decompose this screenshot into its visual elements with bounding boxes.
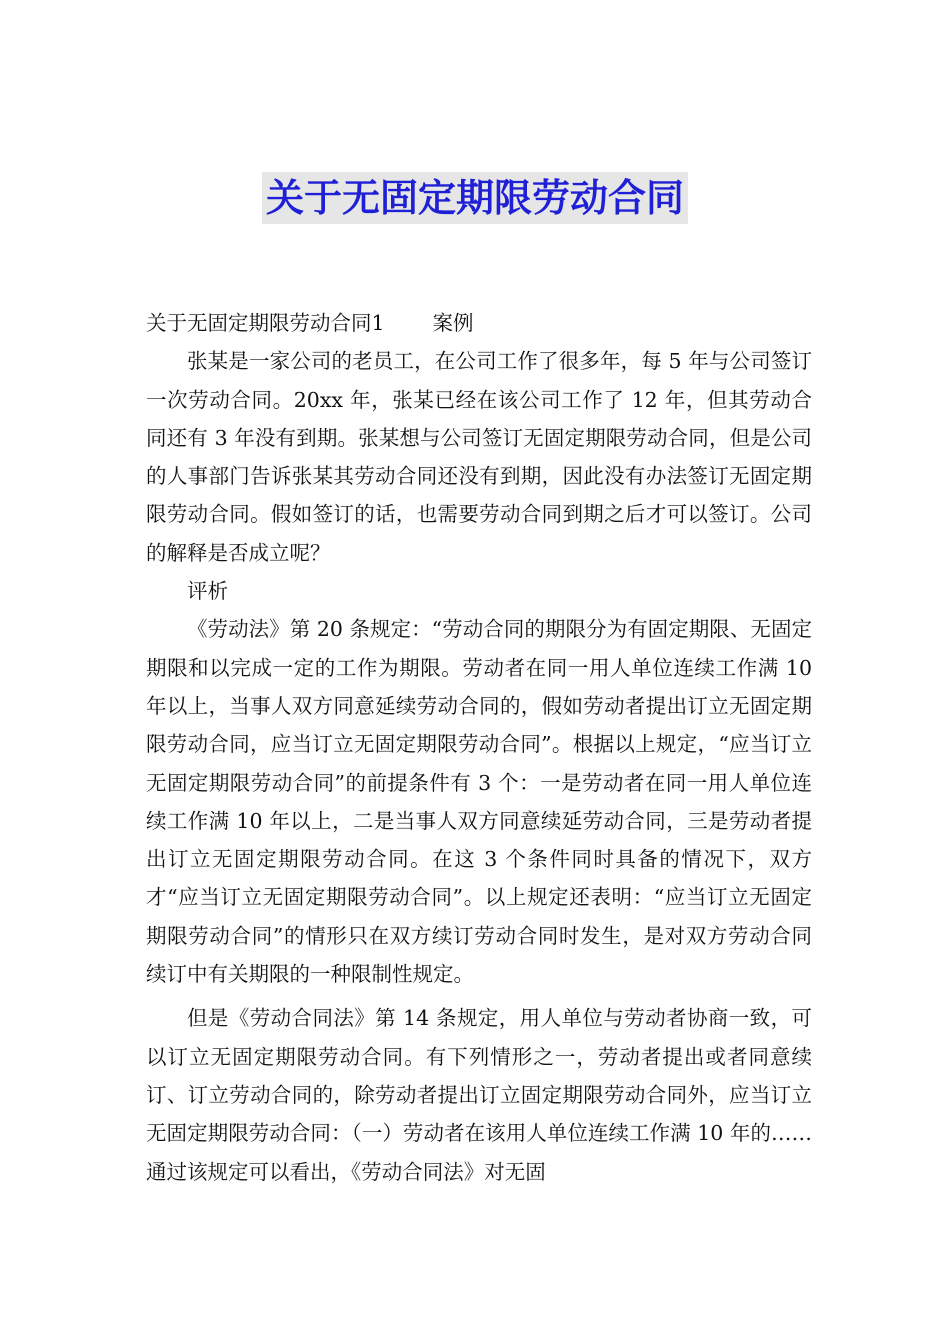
paragraph-labor-law: 《劳动法》第 20 条规定：“劳动合同的期限分为有固定期限、无固定期限和以完成一定的工作为期限。劳动者在同一用人单位连续工作满 10 年以上，当事人双方同意延续劳动合同的，假如劳动者提出订立无固定期限劳动合同，应当订立无固定期限劳动合同”。根据以上规定，“应当订立无固定期限劳动合同”的前提条件有 3 个：一是劳动者在同一用人单位连续工作满 10 年以上，二是当事人双方同意续延劳动合同，三是劳动者提出订立无固定期限劳动合同。在这 3 个条件同时具备的情况下，双方才“应当订立无固定期限劳动合同”。以上规定还表明：“应当订立无固定期限劳动合同”的情形只在双方续订劳动合同时发生，是对双方劳动合同续订中有关期限的一种限制性规定。 [146, 617, 812, 987]
section-heading [146, 304, 812, 342]
paragraph-analysis-heading: 评析 [187, 579, 228, 604]
heading-label: 关于无固定期限劳动合同1 [146, 311, 385, 335]
document-body [146, 304, 812, 1191]
title-container [0, 172, 950, 224]
paragraph-case: 张某是一家公司的老员工，在公司工作了很多年，每 5 年与公司签订一次劳动合同。20xx 年，张某已经在该公司工作了 12 年，但其劳动合同还有 3 年没有到期。张某想与公司签订无固定期限劳动合同，但是公司的人事部门告诉张某其劳动合同还没有到期，因此没有办法签订无固定期限劳动合同。假如签订的话，也需要劳动合同到期之后才可以签订。公司的解释是否成立呢？ [146, 349, 812, 565]
page-title: 关于无固定期限劳动合同 [262, 172, 688, 224]
heading-section: 案例 [432, 311, 474, 335]
paragraph-contract-law: 但是《劳动合同法》第 14 条规定，用人单位与劳动者协商一致，可以订立无固定期限劳动合同。有下列情形之一，劳动者提出或者同意续订、订立劳动合同的，除劳动者提出订立固定期限劳动合同外，应当订立无固定期限劳动合同：（一）劳动者在该用人单位连续工作满 10 年的……通过该规定可以看出，《劳动合同法》对无固 [146, 1006, 812, 1184]
